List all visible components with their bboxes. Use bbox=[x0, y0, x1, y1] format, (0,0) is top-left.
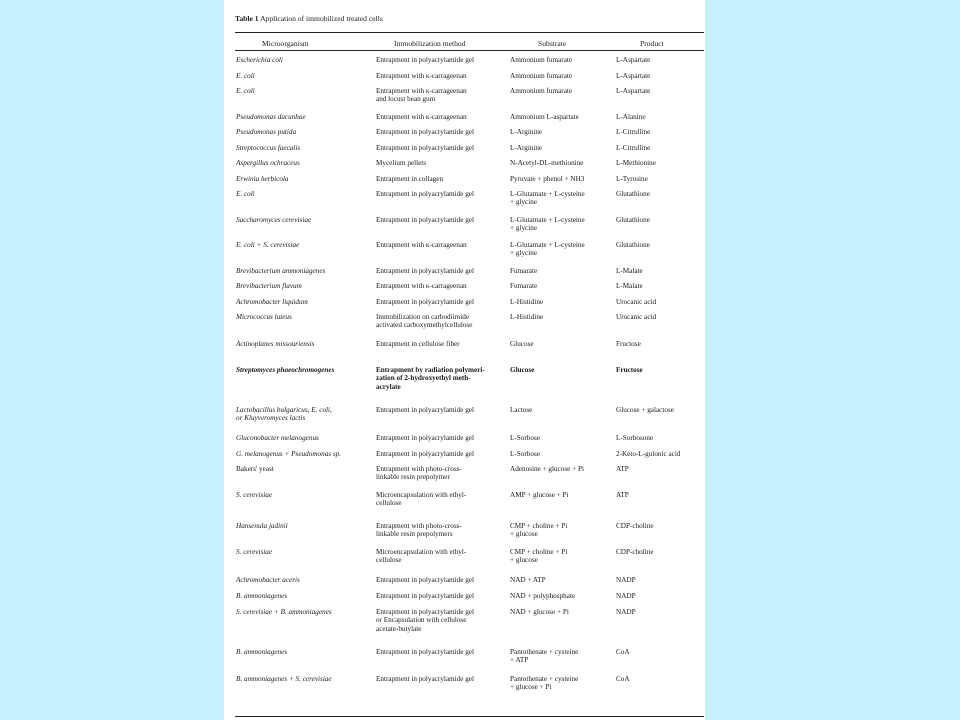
microorganism-cell: Gluconobacter melanogenus bbox=[236, 434, 319, 442]
method-cell: Entrapment in polyacrylamide gel bbox=[376, 648, 474, 656]
method-cell: Entrapment in polyacrylamide gel bbox=[376, 56, 474, 64]
microorganism-cell: G. melanogenus + Pseudomonas sp. bbox=[236, 450, 342, 458]
microorganism-cell: E. coli bbox=[236, 87, 255, 95]
product-cell: CDP-choline bbox=[616, 548, 654, 556]
product-cell: Glutathione bbox=[616, 190, 650, 198]
substrate-cell: L-Glutamate + L-cysteine + glycine bbox=[510, 241, 585, 258]
product-cell: L-Sorbosone bbox=[616, 434, 654, 442]
microorganism-cell: S. cerevisiae + B. ammoniagenes bbox=[236, 608, 332, 616]
column-header-product: Product bbox=[640, 39, 664, 48]
table-label: Table 1 bbox=[235, 14, 259, 23]
product-cell: L-Malate bbox=[616, 282, 643, 290]
product-cell: CoA bbox=[616, 648, 630, 656]
substrate-cell: N-Acetyl-DL-methionine bbox=[510, 159, 584, 167]
product-cell: L-Aspartate bbox=[616, 56, 651, 64]
microorganism-cell: E. coli + S. cerevisiae bbox=[236, 241, 300, 249]
method-cell: Microencapsulation with ethyl- cellulose bbox=[376, 548, 467, 565]
substrate-cell: Glucose bbox=[510, 366, 535, 374]
substrate-cell: L-Histidine bbox=[510, 298, 544, 306]
method-cell: Microencapsulation with ethyl- cellulose bbox=[376, 491, 467, 508]
microorganism-cell: S. cerevisiae bbox=[236, 548, 273, 556]
product-cell: ATP bbox=[616, 465, 629, 473]
column-header-microorganism: Microorganism bbox=[262, 39, 309, 48]
substrate-cell: L-Histidine bbox=[510, 313, 544, 321]
product-cell: CDP-choline bbox=[616, 522, 654, 530]
method-cell: Entrapment with photo-cross- linkable resin prepolymer bbox=[376, 465, 462, 482]
method-cell: Entrapment with photo-cross- linkable resin prepolymers bbox=[376, 522, 462, 539]
microorganism-cell: Hansenula jadinii bbox=[236, 522, 288, 530]
substrate-cell: Glucose bbox=[510, 340, 534, 348]
substrate-cell: Ammonium fumarate bbox=[510, 87, 573, 95]
substrate-cell: Lactose bbox=[510, 406, 533, 414]
substrate-cell: Ammonium L-aspartate bbox=[510, 113, 579, 121]
product-cell: NADP bbox=[616, 576, 636, 584]
top-rule bbox=[235, 32, 704, 33]
product-cell: Glucose + galactose bbox=[616, 406, 674, 414]
substrate-cell: Pyruvate + phenol + NH3 bbox=[510, 175, 585, 183]
product-cell: ATP bbox=[616, 491, 629, 499]
method-cell: Entrapment with κ-carrageenan bbox=[376, 282, 467, 290]
substrate-cell: Fumarate bbox=[510, 282, 538, 290]
microorganism-cell: Bakers' yeast bbox=[236, 465, 274, 473]
substrate-cell: L-Sorbose bbox=[510, 434, 540, 442]
product-cell: Glutathione bbox=[616, 216, 650, 224]
method-cell: Entrapment in polyacrylamide gel bbox=[376, 144, 474, 152]
microorganism-cell: Streptococcus faecalis bbox=[236, 144, 301, 152]
product-cell: NADP bbox=[616, 592, 636, 600]
substrate-cell: NAD + polyphosphate bbox=[510, 592, 576, 600]
product-cell: 2-Keto-L-gulonic acid bbox=[616, 450, 681, 458]
substrate-cell: L-Arginine bbox=[510, 144, 543, 152]
method-cell: Entrapment in polyacrylamide gel bbox=[376, 450, 474, 458]
substrate-cell: Pantothenate + cysteine + ATP bbox=[510, 648, 579, 665]
microorganism-cell: E. coli bbox=[236, 72, 255, 80]
header-rule bbox=[235, 50, 704, 51]
table-caption bbox=[235, 14, 383, 23]
microorganism-cell: Erwinia herbicola bbox=[236, 175, 289, 183]
microorganism-cell: Pseudomonas putida bbox=[236, 128, 297, 136]
method-cell: Entrapment in polyacrylamide gel bbox=[376, 190, 474, 198]
microorganism-cell: Brevibacterium ammoniagenes bbox=[236, 267, 326, 275]
method-cell: Entrapment with κ-carrageenan bbox=[376, 113, 467, 121]
substrate-cell: L-Sorbose bbox=[510, 450, 540, 458]
method-cell: Immobilization on carbodiimide activated carboxymethylcellulose bbox=[376, 313, 473, 330]
substrate-cell: Pantothenate + cysteine + glucose + Pi bbox=[510, 675, 579, 692]
bottom-rule bbox=[235, 716, 704, 717]
method-cell: Entrapment in polyacrylamide gel bbox=[376, 434, 474, 442]
substrate-cell: NAD + ATP bbox=[510, 576, 546, 584]
substrate-cell: Ammonium fumarate bbox=[510, 56, 573, 64]
substrate-cell: Ammonium fumarate bbox=[510, 72, 573, 80]
document-page bbox=[224, 0, 705, 720]
substrate-cell: CMP + choline + Pi + glucose bbox=[510, 522, 568, 539]
product-cell: CoA bbox=[616, 675, 630, 683]
product-cell: Fructose bbox=[616, 340, 641, 348]
method-cell: Entrapment with κ-carrageenan and locust bean gum bbox=[376, 87, 467, 104]
method-cell: Entrapment in polyacrylamide gel bbox=[376, 128, 474, 136]
method-cell: Entrapment with κ-carrageenan bbox=[376, 72, 467, 80]
product-cell: Urocanic acid bbox=[616, 313, 657, 321]
microorganism-cell: Brevibacterium flavum bbox=[236, 282, 302, 290]
method-cell: Entrapment by radiation polymeri- zation of 2-hydroxyethyl meth- acrylate bbox=[376, 366, 485, 391]
microorganism-cell: Actinoplanes missouriensis bbox=[236, 340, 315, 348]
microorganism-cell: B. ammoniagenes bbox=[236, 648, 288, 656]
microorganism-cell: S. cerevisiae bbox=[236, 491, 273, 499]
product-cell: L-Citrulline bbox=[616, 128, 651, 136]
method-cell: Entrapment in polyacrylamide gel bbox=[376, 298, 474, 306]
substrate-cell: L-Glutamate + L-cysteine + glycine bbox=[510, 216, 585, 233]
method-cell: Entrapment in polyacrylamide gel bbox=[376, 576, 474, 584]
method-cell: Entrapment in polyacrylamide gel bbox=[376, 267, 474, 275]
product-cell: Urocanic acid bbox=[616, 298, 657, 306]
substrate-cell: L-Glutamate + L-cysteine + glycine bbox=[510, 190, 585, 207]
product-cell: L-Tyrosine bbox=[616, 175, 648, 183]
substrate-cell: NAD + glucose + Pi bbox=[510, 608, 569, 616]
product-cell: L-Alanine bbox=[616, 113, 646, 121]
microorganism-cell: Lactobacillus bulgaricus, E. coli, or Kluyveromyces lactis bbox=[236, 406, 332, 423]
substrate-cell: L-Arginine bbox=[510, 128, 543, 136]
method-cell: Entrapment in polyacrylamide gel or Encapsulation with cellulose acetate-butylate bbox=[376, 608, 474, 633]
microorganism-cell: Streptomyces phaeochromogenes bbox=[236, 366, 335, 374]
table-title: Application of immobilized treated cells bbox=[260, 14, 383, 23]
method-cell: Entrapment in polyacrylamide gel bbox=[376, 592, 474, 600]
microorganism-cell: B. ammoniagenes bbox=[236, 592, 288, 600]
method-cell: Entrapment with κ-carrageenan bbox=[376, 241, 467, 249]
microorganism-cell: Aspergillus ochraceus bbox=[236, 159, 300, 167]
substrate-cell: CMP + choline + Pi + glucose bbox=[510, 548, 568, 565]
substrate-cell: AMP + glucose + Pi bbox=[510, 491, 569, 499]
product-cell: L-Malate bbox=[616, 267, 643, 275]
product-cell: L-Methionine bbox=[616, 159, 656, 167]
microorganism-cell: Achromobacter liquidum bbox=[236, 298, 308, 306]
microorganism-cell: Escherichia coli bbox=[236, 56, 283, 64]
microorganism-cell: E. coli bbox=[236, 190, 255, 198]
microorganism-cell: Achromobacter aceris bbox=[236, 576, 300, 584]
method-cell: Entrapment in polyacrylamide gel bbox=[376, 406, 474, 414]
column-header-method: Immobilization method bbox=[394, 39, 466, 48]
product-cell: NADP bbox=[616, 608, 636, 616]
microorganism-cell: Saccharomyces cerevisiae bbox=[236, 216, 312, 224]
method-cell: Mycelium pellets bbox=[376, 159, 427, 167]
product-cell: Glutathione bbox=[616, 241, 650, 249]
method-cell: Entrapment in cellulose fiber bbox=[376, 340, 460, 348]
product-cell: Fructose bbox=[616, 366, 643, 374]
method-cell: Entrapment in polyacrylamide gel bbox=[376, 216, 474, 224]
substrate-cell: Fumarate bbox=[510, 267, 538, 275]
method-cell: Entrapment in polyacrylamide gel bbox=[376, 675, 474, 683]
product-cell: L-Aspartate bbox=[616, 87, 651, 95]
product-cell: L-Aspartate bbox=[616, 72, 651, 80]
microorganism-cell: B. ammoniagenes + S. cerevisiae bbox=[236, 675, 332, 683]
substrate-cell: Adenosine + glucose + Pi bbox=[510, 465, 584, 473]
product-cell: L-Citrulline bbox=[616, 144, 651, 152]
microorganism-cell: Pseudomonas dacunhae bbox=[236, 113, 306, 121]
column-header-substrate: Substrate bbox=[538, 39, 567, 48]
method-cell: Entrapment in collagen bbox=[376, 175, 444, 183]
microorganism-cell: Micrococcus luteus bbox=[236, 313, 292, 321]
